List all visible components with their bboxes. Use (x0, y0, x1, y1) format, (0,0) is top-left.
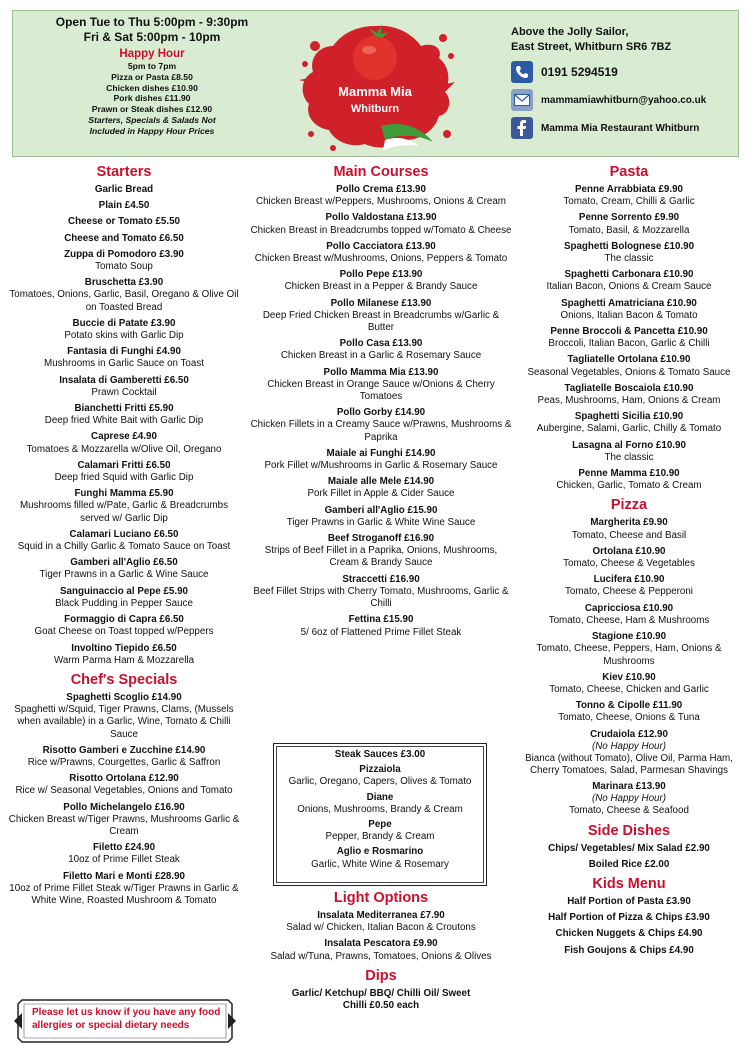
menu-item-name: Cheese or Tomato £5.50 (68, 216, 180, 228)
hours-line: Open Tue to Thu 5:00pm - 9:30pm (55, 15, 249, 29)
header-banner (12, 10, 739, 157)
hours-line: Fri & Sat 5:00pm - 10pm (83, 30, 221, 44)
menu-item-description: Warm Parma Ham & Mozzarella (53, 654, 195, 666)
menu-item-name: Tagliatelle Ortolana £10.90 (567, 354, 691, 366)
menu-item-description: Onions, Italian Bacon & Tomato (560, 309, 698, 321)
menu-item-description: Tomato, Cheese, Ham & Mushrooms (548, 614, 710, 626)
menu-item-name: Lasagna al Forno £10.90 (572, 439, 686, 451)
menu-item (4, 216, 244, 228)
menu-item-description: Chicken Breast in a Garlic & Rosemary Sauce (280, 350, 482, 362)
menu-item (4, 802, 244, 839)
happy-hour-note: Starters, Specials & Salads Not (88, 114, 216, 125)
menu-item-name: Gamberi all'Aglio £6.50 (70, 557, 178, 569)
menu-item-description: Goat Cheese on Toast topped w/Peppers (34, 626, 214, 638)
menu-item-name: Risotto Gamberi e Zucchine £14.90 (42, 744, 206, 756)
menu-item-list (512, 517, 746, 817)
menu-item (250, 338, 512, 362)
happy-hour-title: Happy Hour (119, 48, 185, 60)
menu-item (4, 431, 244, 455)
menu-item-description: Tomato, Cheese & Seafood (569, 805, 689, 817)
menu-item (4, 643, 244, 667)
menu-item (4, 346, 244, 370)
menu-item-name: Half Portion of Pizza & Chips £3.90 (548, 912, 710, 924)
menu-item-name: Garlic/ Ketchup/ BBQ/ Chilli Oil/ Sweet Chilli £0.50 each (291, 987, 471, 1012)
menu-item-name: Filetto Mari e Monti £28.90 (63, 870, 185, 882)
menu-item-name: Pollo Milanese £13.90 (330, 297, 432, 309)
menu-item (250, 505, 512, 529)
menu-item-description: Aubergine, Salami, Garlic, Chilly & Tomato (536, 423, 722, 435)
menu-item-name: Straccetti £16.90 (342, 573, 420, 585)
menu-item (512, 298, 746, 322)
menu-item (4, 277, 244, 314)
menu-item-description: Squid in a Chilly Garlic & Tomato Sauce on Toast (17, 541, 231, 553)
menu-item (4, 488, 244, 525)
menu-item-name: Pollo Mamma Mia £13.90 (323, 366, 439, 378)
menu-item-name: Gamberi all'Aglio £15.90 (324, 504, 438, 516)
facebook-icon (511, 117, 533, 139)
menu-item-name: Fish Goujons & Chips £4.90 (564, 944, 694, 956)
happy-hour-line: Prawn or Steak dishes £12.90 (91, 104, 213, 115)
menu-item (512, 354, 746, 378)
menu-item-list (512, 184, 746, 492)
menu-item (4, 200, 244, 212)
menu-item (512, 631, 746, 668)
menu-item-description: Tomato, Cream, Chilli & Garlic (563, 196, 695, 208)
menu-item (278, 846, 482, 870)
phone-row (511, 61, 741, 83)
menu-item-name: Cheese and Tomato £6.50 (64, 232, 184, 244)
menu-item (250, 533, 512, 570)
menu-item-name: Pollo Valdostana £13.90 (325, 212, 437, 224)
menu-item-name: Bianchetti Fritti £5.90 (74, 403, 174, 415)
menu-item-list (4, 692, 244, 907)
menu-item-description: Pork Fillet w/Mushrooms in Garlic & Rosemary Sauce (264, 460, 498, 472)
menu-item (250, 614, 512, 638)
menu-item-name: Funghi Mamma £5.90 (74, 488, 174, 500)
menu-item-name: Calamari Fritti £6.50 (77, 459, 171, 471)
menu-item (250, 910, 512, 934)
menu-item-name: Buccie di Patate £3.90 (72, 317, 176, 329)
menu-item-name: Fantasia di Funghi £4.90 (67, 346, 181, 358)
menu-item-description: Chicken Breast w/Mushrooms, Onions, Peppers & Tomato (254, 253, 508, 265)
address-line: Above the Jolly Sailor, (511, 26, 629, 38)
menu-item-name: Penne Sorrento £9.90 (578, 212, 680, 224)
logo-name: Mamma Mia (338, 84, 412, 99)
menu-item-name: Half Portion of Pasta £3.90 (567, 895, 691, 907)
menu-item (512, 859, 746, 871)
menu-column-middle-lower (250, 888, 512, 1016)
address-line: East Street, Whitburn SR6 7BZ (511, 41, 672, 53)
menu-item-name: Filetto £24.90 (92, 842, 156, 854)
menu-item-description: Tomato, Cheese & Vegetables (563, 558, 695, 570)
menu-item-description: Tomatoes & Mozzarella w/Olive Oil, Oregano (26, 443, 222, 455)
menu-item-name: Chips/ Vegetables/ Mix Salad £2.90 (548, 842, 710, 854)
menu-item (512, 468, 746, 492)
menu-item-name: Pollo Cacciatora £13.90 (326, 240, 436, 252)
menu-item-name: Involtino Tiepido £6.50 (71, 642, 177, 654)
happy-hour-line: Pizza or Pasta £8.50 (111, 71, 193, 82)
menu-item-name: Margherita £9.90 (590, 517, 668, 529)
menu-item (250, 448, 512, 472)
menu-item-name: Maiale ai Funghi £14.90 (326, 447, 436, 459)
menu-item-name: Boiled Rice £2.00 (588, 858, 670, 870)
menu-item (512, 729, 746, 778)
menu-item (4, 184, 244, 196)
menu-item-name: Diane (366, 791, 394, 803)
menu-column-right (512, 162, 746, 961)
menu-item-description: Strips of Beef Fillet in a Paprika, Onions, Mushrooms, Cream & Brandy Sauce (264, 545, 498, 569)
menu-item (4, 614, 244, 638)
menu-item (4, 842, 244, 866)
menu-item-name: Spaghetti Bolognese £10.90 (563, 240, 695, 252)
menu-item-name: Kiev £10.90 (602, 671, 656, 683)
menu-item-name: Plain £4.50 (98, 200, 150, 212)
menu-item (512, 546, 746, 570)
menu-item (250, 476, 512, 500)
menu-item-description: Mushrooms in Garlic Sauce on Toast (44, 358, 204, 370)
section-title-chefs-specials: Chef's Specials (70, 671, 178, 688)
swoosh-white (383, 138, 419, 150)
menu-item-name: Pollo Casa £13.90 (339, 338, 423, 350)
menu-item-list (512, 843, 746, 871)
menu-item-name: Tagliatelle Boscaiola £10.90 (564, 382, 694, 394)
menu-item-description: Tomato Soup (95, 261, 153, 273)
menu-item (512, 928, 746, 940)
menu-item-list (250, 988, 512, 1012)
menu-item (512, 700, 746, 724)
menu-item-description: Tomato, Cheese and Basil (571, 529, 687, 541)
menu-item-name: Calamari Luciano £6.50 (69, 528, 179, 540)
menu-item-name: Aglio e Rosmarino (336, 846, 424, 858)
menu-item (4, 375, 244, 399)
menu-item-name: Penne Arrabbiata £9.90 (575, 184, 683, 195)
menu-item-name: Insalata Pescatora £9.90 (324, 938, 438, 950)
allergy-notice (14, 996, 236, 1046)
menu-item-description: Italian Bacon, Onions & Cream Sauce (546, 281, 712, 293)
menu-item-name: Caprese £4.90 (91, 431, 157, 443)
menu-item-description: 10oz of Prime Fillet Steak (68, 854, 180, 866)
phone-number[interactable]: 0191 5294519 (541, 65, 618, 79)
menu-item-name: Spaghetti Sicilia £10.90 (574, 411, 684, 423)
menu-item-description: Black Pudding in Pepper Sauce (55, 597, 193, 609)
menu-item-name: Pizzaiola (359, 764, 401, 776)
menu-item-description: Mushrooms filled w/Pate, Garlic & Breadcrumbs served w/ Garlic Dip (20, 500, 228, 524)
opening-hours (27, 15, 277, 137)
menu-item-description: Pepper, Brandy & Cream (325, 831, 435, 843)
menu-item-name: Maiale alle Mele £14.90 (327, 476, 435, 488)
menu-item-name: Pollo Gorby £14.90 (336, 407, 426, 419)
menu-item-list (250, 184, 512, 639)
menu-item-name: Pollo Michelangelo £16.90 (63, 801, 185, 813)
menu-item-name: Pollo Crema £13.90 (336, 184, 426, 195)
menu-item-description: Potato skins with Garlic Dip (64, 330, 184, 342)
menu-item (4, 692, 244, 741)
menu-item-description: Tomato, Cheese, Peppers, Ham, Onions & Mushrooms (536, 643, 722, 667)
restaurant-logo (293, 16, 458, 154)
menu-item (4, 745, 244, 769)
section-title-main-courses: Main Courses (333, 164, 429, 180)
menu-item-description: Chicken Fillets in a Creamy Sauce w/Prawns, Mushrooms & Paprika (250, 419, 512, 443)
menu-item-name: Chicken Nuggets & Chips £4.90 (555, 928, 703, 940)
happy-hour-note: Included in Happy Hour Prices (89, 125, 215, 136)
menu-item-description: Spaghetti w/Squid, Tiger Prawns, Clams, (Mussels when available) in a Garlic, Wine, Tomato & Chilli Sauce (14, 704, 234, 740)
menu-item-name: Pepe (368, 819, 392, 831)
menu-item (512, 326, 746, 350)
menu-item-description: Tomato, Cheese & Pepperoni (565, 586, 693, 598)
menu-item (4, 233, 244, 245)
menu-item-description: Broccoli, Italian Bacon, Garlic & Chilli (548, 338, 710, 350)
menu-item-name: Bruschetta £3.90 (84, 277, 164, 289)
menu-item (512, 574, 746, 598)
menu-item-description: Tiger Prawns in a Garlic & Wine Sauce (39, 569, 209, 581)
menu-item-description: Salad w/ Chicken, Italian Bacon & Croutons (286, 922, 476, 934)
menu-item-description: Tomato, Cheese, Chicken and Garlic (549, 683, 709, 695)
menu-item (278, 792, 482, 816)
menu-item-description: Chicken Breast w/Tiger Prawns, Mushrooms Garlic & Cream (8, 813, 240, 837)
allergy-notice-text: Please let us know if you have any food allergies or special dietary needs (32, 1007, 221, 1031)
menu-item (4, 586, 244, 610)
menu-item-description: Salad w/Tuna, Prawns, Tomatoes, Onions & Olives (270, 950, 492, 962)
menu-item (250, 574, 512, 611)
menu-item-name: Fettina £15.90 (348, 614, 414, 626)
section-title-dips: Dips (365, 967, 397, 984)
menu-item-description: Rice w/Prawns, Courgettes, Garlic & Saffron (27, 756, 221, 768)
menu-column-middle (250, 162, 512, 643)
menu-item-description: Prawn Cocktail (91, 386, 157, 398)
menu-item-description: Chicken Breast in a Pepper & Brandy Sauce (284, 281, 478, 293)
menu-item-name: Pollo Pepe £13.90 (339, 269, 423, 281)
menu-item-name: Risotto Ortolana £12.90 (69, 773, 179, 785)
menu-item (512, 781, 746, 817)
menu-column-left (4, 162, 244, 911)
menu-item-name: Zuppa di Pomodoro £3.90 (64, 248, 184, 260)
menu-item-list (250, 910, 512, 963)
menu-item-name: Ortolana £10.90 (592, 545, 666, 557)
contact-info (511, 25, 741, 139)
facebook-row (511, 117, 741, 139)
menu-item-name: Lucifera £10.90 (593, 574, 665, 586)
menu-item (4, 403, 244, 427)
menu-item-description: Beef Fillet Strips with Cherry Tomato, Mushrooms, Garlic & Chilli (253, 585, 509, 610)
menu-item (250, 212, 512, 236)
menu-item (512, 184, 746, 208)
email-address[interactable]: mammamiawhitburn@yahoo.co.uk (541, 94, 707, 106)
menu-item-description: Peas, Mushrooms, Ham, Onions & Cream (537, 395, 721, 407)
menu-item-note: (No Happy Hour) (591, 740, 667, 752)
menu-item-name: Penne Mamma £10.90 (578, 468, 680, 480)
facebook-page[interactable]: Mamma Mia Restaurant Whitburn (541, 122, 700, 134)
happy-hour-line: Chicken dishes £10.90 (106, 82, 198, 93)
email-row (511, 89, 741, 111)
menu-item-description: Garlic, Oregano, Capers, Olives & Tomato (288, 776, 472, 788)
menu-item-list (512, 896, 746, 957)
menu-item-description: Tiger Prawns in Garlic & White Wine Sauce (286, 516, 476, 528)
menu-item (4, 773, 244, 797)
menu-item-name: Insalata di Gamberetti £6.50 (59, 374, 189, 386)
menu-item (4, 460, 244, 484)
menu-item (512, 603, 746, 627)
menu-item-name: Penne Broccoli & Pancetta £10.90 (550, 326, 708, 338)
section-title-pasta: Pasta (609, 164, 649, 180)
menu-item-name: Garlic Bread (94, 184, 154, 195)
section-title-pizza: Pizza (610, 497, 648, 514)
section-title-kids-menu: Kids Menu (592, 875, 666, 892)
menu-item (250, 184, 512, 208)
menu-item (250, 367, 512, 404)
menu-item (512, 945, 746, 957)
menu-item-description: 10oz of Prime Fillet Steak w/Tiger Prawns in Garlic & White Wine, Roasted Mushroom & Tomato (9, 882, 239, 906)
menu-item-description: Deep fried White Bait with Garlic Dip (44, 415, 204, 427)
menu-item (250, 269, 512, 293)
menu-item-name: Capricciosa £10.90 (584, 602, 674, 614)
steak-sauces-box (273, 743, 487, 886)
menu-item-name: Beef Stroganoff £16.90 (327, 533, 435, 545)
menu-item-name: Sanguinaccio al Pepe £5.90 (60, 585, 188, 597)
happy-hour-line: Pork dishes £11.90 (113, 93, 191, 104)
menu-item (512, 672, 746, 696)
menu-item-description: Deep fried Squid with Garlic Dip (54, 472, 194, 484)
menu-item (512, 896, 746, 908)
email-icon (511, 89, 533, 111)
steak-sauces-title: Steak Sauces £3.00 (334, 749, 426, 760)
menu-item-name: Tonno & Cipolle £11.90 (575, 700, 683, 712)
menu-item-description: Tomato, Cheese, Onions & Tuna (558, 712, 700, 724)
menu-item (250, 407, 512, 444)
menu-item-description: Chicken Breast w/Peppers, Mushrooms, Onions & Cream (256, 196, 506, 208)
menu-item (4, 318, 244, 342)
menu-item-name: Stagione £10.90 (591, 631, 667, 643)
happy-hour-line: 5pm to 7pm (127, 61, 177, 71)
menu-item-description: Chicken Breast in Orange Sauce w/Onions & Cherry Tomatoes (267, 378, 495, 403)
menu-item (512, 212, 746, 236)
menu-item-description: Tomato, Basil, & Mozzarella (568, 224, 690, 236)
menu-item (512, 912, 746, 924)
menu-item-name: Formaggio di Capra £6.50 (64, 614, 184, 626)
menu-item-description: The classic (604, 451, 654, 463)
section-title-side-dishes: Side Dishes (587, 822, 671, 839)
menu-item-list (278, 764, 482, 871)
menu-item (278, 819, 482, 843)
menu-item-description: Garlic, White Wine & Rosemary (311, 858, 449, 870)
menu-item (4, 249, 244, 273)
menu-item (4, 557, 244, 581)
menu-item-note: (No Happy Hour) (591, 793, 667, 805)
menu-item (512, 241, 746, 265)
menu-item-list (4, 184, 244, 667)
menu-item-description: Tomatoes, Onions, Garlic, Basil, Oregano & Olive Oil on Toasted Bread (9, 289, 239, 313)
menu-item-description: Onions, Mushrooms, Brandy & Cream (297, 803, 463, 815)
menu-item (250, 938, 512, 962)
menu-item (512, 411, 746, 435)
menu-item-description: Seasonal Vegetables, Onions & Tomato Sauce (527, 366, 731, 378)
menu-item (250, 241, 512, 265)
menu-item-name: Spaghetti Scoglio £14.90 (66, 691, 182, 703)
menu-item (512, 440, 746, 464)
menu-item-name: Spaghetti Carbonara £10.90 (564, 269, 694, 281)
menu-item (512, 383, 746, 407)
menu-item-description: Deep Fried Chicken Breast in Breadcrumbs w/Garlic & Butter (262, 309, 500, 334)
menu-item-name: Spaghetti Amatriciana £10.90 (561, 297, 697, 309)
menu-item-description: Chicken Breast in Breadcrumbs topped w/Tomato & Cheese (250, 224, 512, 236)
phone-icon (511, 61, 533, 83)
menu-item (4, 871, 244, 908)
section-title-light-options: Light Options (333, 890, 429, 906)
section-title-starters: Starters (96, 164, 152, 180)
menu-item-description: Rice w/ Seasonal Vegetables, Onions and Tomato (15, 785, 233, 797)
menu-item (278, 764, 482, 788)
menu-item-description: The classic (604, 253, 654, 265)
menu-item-name: Marinara £13.90 (592, 781, 666, 793)
menu-item (512, 517, 746, 541)
menu-item (290, 988, 472, 1012)
menu-item-description: Pork Fillet in Apple & Cider Sauce (307, 488, 455, 500)
menu-item-name: Insalata Mediterranea £7.90 (317, 910, 445, 921)
menu-item (512, 269, 746, 293)
logo-location: Whitburn (350, 103, 400, 115)
menu-item (4, 529, 244, 553)
menu-item (512, 843, 746, 855)
menu-item-name: Crudaiola £12.90 (590, 728, 668, 740)
menu-item-description: Bianca (without Tomato), Olive Oil, Parma Ham, Cherry Tomatoes, Salad, Parmesan Shavings (525, 752, 733, 776)
menu-item-description: Chicken, Garlic, Tomato & Cream (556, 480, 702, 492)
menu-item-description: 5/ 6oz of Flattened Prime Fillet Steak (300, 626, 462, 638)
menu-item (250, 298, 512, 335)
